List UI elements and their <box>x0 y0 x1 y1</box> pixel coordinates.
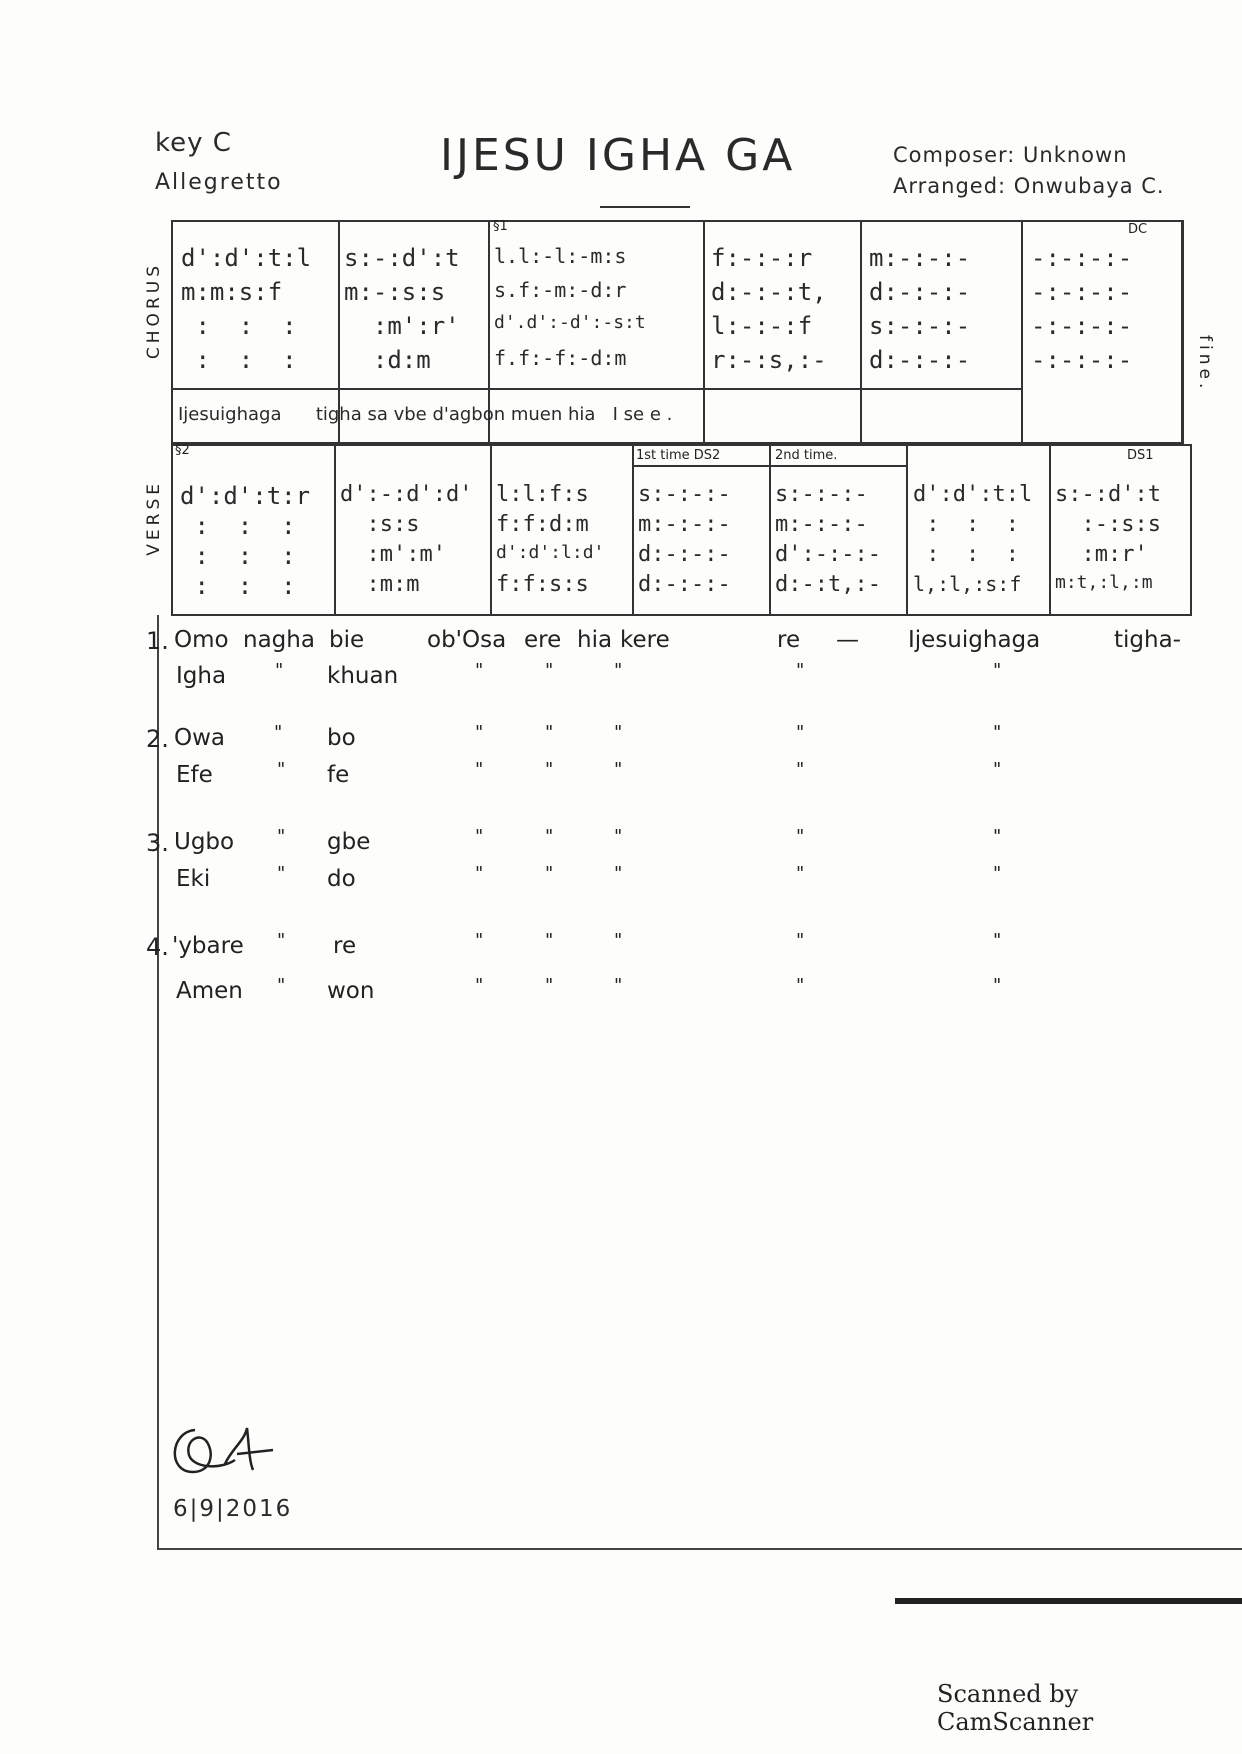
tenor-notes: d'.d':-d':-s:t <box>494 312 646 333</box>
ditto-mark: " <box>796 863 805 884</box>
soprano-notes: -:-:-:- <box>1031 244 1133 272</box>
ditto-mark: " <box>614 722 623 743</box>
ditto-mark: " <box>545 759 554 780</box>
ditto-mark: " <box>545 863 554 884</box>
bass-notes: f.f:-f:-d:m <box>494 346 627 370</box>
soprano-notes: d':d':t:r <box>180 482 311 510</box>
segno-mark: §1 <box>493 219 508 234</box>
ditto-mark: " <box>274 722 283 743</box>
alto-notes: : : : <box>913 512 1019 537</box>
verse-number: 3. <box>146 829 169 857</box>
tenor-notes: : : : <box>913 542 1019 567</box>
tenor-notes: -:-:-:- <box>1031 312 1133 340</box>
tenor-notes: : : : <box>180 542 296 570</box>
soprano-notes: s:-:-:- <box>638 482 731 507</box>
bass-notes: :m:m <box>340 572 420 597</box>
ditto-mark: " <box>475 826 484 847</box>
lyric-word: Igha <box>176 663 227 689</box>
ditto-mark: " <box>545 722 554 743</box>
soprano-notes: s:-:d':t <box>1055 482 1161 507</box>
first-ending-mark: 1st time DS2 <box>636 448 721 463</box>
ditto-mark: " <box>275 660 284 681</box>
lyric-word: kere <box>620 627 670 653</box>
staff-divider <box>171 388 1021 390</box>
bar-line <box>703 220 705 444</box>
tempo-marking: Allegretto <box>155 170 283 195</box>
soprano-notes: s:-:d':t <box>344 244 460 272</box>
bottom-rule <box>157 1548 1242 1550</box>
ditto-mark: " <box>796 660 805 681</box>
tenor-notes: d:-:-:- <box>638 542 731 567</box>
title-underline <box>600 206 690 208</box>
lyric-word: gbe <box>327 829 371 855</box>
lyric-word: re <box>333 933 357 959</box>
bass-notes: : : : <box>180 572 296 600</box>
tenor-notes: d':-:-:- <box>775 542 881 567</box>
alto-notes: :-:s:s <box>1055 512 1161 537</box>
lyric-word: bo <box>327 725 356 751</box>
fine-label: fine. <box>1195 335 1215 393</box>
ditto-mark: " <box>796 975 805 996</box>
soprano-notes: m:-:-:- <box>869 244 971 272</box>
verse-number: 2. <box>146 725 169 753</box>
lyric-word: ob'Osa <box>427 627 507 653</box>
bar-line <box>769 444 771 616</box>
alto-notes: :s:s <box>340 512 420 537</box>
lyric-word: hia <box>577 627 613 653</box>
ditto-mark: " <box>796 759 805 780</box>
ditto-mark: " <box>796 722 805 743</box>
bass-notes: m:t,:l,:m <box>1055 572 1153 593</box>
ditto-mark: " <box>545 930 554 951</box>
ditto-mark: " <box>614 759 623 780</box>
arranger-credit: Arranged: Onwubaya C. <box>893 174 1165 198</box>
bass-notes: : : : <box>181 346 297 374</box>
ditto-mark: " <box>545 975 554 996</box>
tenor-notes: l:-:-:f <box>711 312 813 340</box>
lyric-word: tigha- <box>1114 627 1181 653</box>
ditto-mark: " <box>475 759 484 780</box>
dal-segno-mark: DS1 <box>1127 448 1154 463</box>
ditto-mark: " <box>993 863 1002 884</box>
ditto-mark: " <box>796 826 805 847</box>
lyric-word: bie <box>329 627 365 653</box>
bass-notes: d:-:t,:- <box>775 572 881 597</box>
lyric-word: re <box>777 627 801 653</box>
bar-line <box>1182 220 1184 444</box>
soprano-notes: d':d':t:l <box>913 482 1033 507</box>
lyric-dash: — <box>836 627 859 653</box>
lyric-word: Amen <box>176 978 243 1004</box>
bar-line <box>860 220 862 444</box>
tenor-notes: : : : <box>181 312 297 340</box>
lyric-word: fe <box>327 762 350 788</box>
bass-notes: r:-:s,:- <box>711 346 827 374</box>
volta-bracket <box>632 465 906 467</box>
bass-notes: d:-:-:- <box>638 572 731 597</box>
margin-line <box>157 615 159 1550</box>
bass-notes: f:f:s:s <box>496 572 589 597</box>
bar-line <box>1049 444 1051 616</box>
alto-notes: m:-:-:- <box>775 512 868 537</box>
alto-notes: d:-:-:t, <box>711 278 827 306</box>
lyric-word: ere <box>524 627 562 653</box>
ditto-mark: " <box>475 930 484 951</box>
ditto-mark: " <box>475 975 484 996</box>
ditto-mark: " <box>614 863 623 884</box>
soprano-notes: l:l:f:s <box>496 482 589 507</box>
lyric-word: Omo <box>174 627 229 653</box>
verse-number: 4. <box>146 933 169 961</box>
lyric-word: Ijesuighaga <box>908 627 1041 653</box>
key-signature: key C <box>155 128 232 158</box>
ditto-mark: " <box>277 863 286 884</box>
lyric-word: Eki <box>176 866 211 892</box>
da-capo-mark: DC <box>1128 222 1148 237</box>
segno-mark: §2 <box>175 443 190 458</box>
ditto-mark: " <box>993 826 1002 847</box>
ditto-mark: " <box>614 975 623 996</box>
tenor-notes: :m':r' <box>344 312 460 340</box>
alto-notes: d:-:-:- <box>869 278 971 306</box>
ditto-mark: " <box>277 975 286 996</box>
composer-credit: Composer: Unknown <box>893 143 1128 167</box>
ditto-mark: " <box>993 722 1002 743</box>
bar-line <box>1021 220 1023 444</box>
ditto-mark: " <box>545 826 554 847</box>
ditto-mark: " <box>277 826 286 847</box>
second-ending-mark: 2nd time. <box>775 448 838 463</box>
lyric-word: Efe <box>176 762 213 788</box>
ditto-mark: " <box>993 975 1002 996</box>
soprano-notes: s:-:-:- <box>775 482 868 507</box>
lyric-word: Owa <box>174 725 226 751</box>
soprano-notes: d':-:d':d' <box>340 482 473 507</box>
lyric-word: nagha <box>243 627 315 653</box>
ditto-mark: " <box>475 722 484 743</box>
alto-notes: m:m:s:f <box>181 278 283 306</box>
soprano-notes: d':d':t:l <box>181 244 312 272</box>
bar-line <box>490 444 492 616</box>
bass-notes: l,:l,:s:f <box>913 572 1022 596</box>
chorus-lyric: Ijesuighaga tigha sa vbe d'agbon muen hia I se e . <box>178 404 673 425</box>
verse-label: VERSE <box>144 480 164 556</box>
handwritten-signature <box>165 1420 295 1485</box>
scanner-watermark: Scanned by CamScanner <box>937 1680 1094 1736</box>
chorus-label: CHORUS <box>144 262 164 360</box>
ditto-mark: " <box>475 863 484 884</box>
ditto-mark: " <box>614 660 623 681</box>
alto-notes: f:f:d:m <box>496 512 589 537</box>
ditto-mark: " <box>993 660 1002 681</box>
song-title: IJESU IGHA GA <box>440 130 796 181</box>
lyric-word: khuan <box>327 663 399 689</box>
tenor-notes: :m:r' <box>1055 542 1148 567</box>
ditto-mark: " <box>614 930 623 951</box>
ditto-mark: " <box>475 660 484 681</box>
verse-number: 1. <box>146 627 169 655</box>
scan-edge <box>895 1598 1242 1604</box>
ditto-mark: " <box>993 759 1002 780</box>
soprano-notes: l.l:-l:-m:s <box>494 244 627 268</box>
bass-notes: d:-:-:- <box>869 346 971 374</box>
ditto-mark: " <box>993 930 1002 951</box>
bar-line <box>906 444 908 616</box>
lyric-word: do <box>327 866 356 892</box>
lyric-word: won <box>327 978 375 1004</box>
alto-notes: m:-:s:s <box>344 278 446 306</box>
bar-line <box>632 444 634 616</box>
bar-line <box>334 444 336 616</box>
tenor-notes: :m':m' <box>340 542 446 567</box>
ditto-mark: " <box>277 930 286 951</box>
ditto-mark: " <box>614 826 623 847</box>
tenor-notes: s:-:-:- <box>869 312 971 340</box>
bass-notes: :d:m <box>344 346 431 374</box>
tenor-notes: d':d':l:d' <box>496 542 605 563</box>
date: 6|9|2016 <box>173 1496 293 1522</box>
alto-notes: : : : <box>180 512 296 540</box>
ditto-mark: " <box>796 930 805 951</box>
bass-notes: -:-:-:- <box>1031 346 1133 374</box>
soprano-notes: f:-:-:r <box>711 244 813 272</box>
ditto-mark: " <box>545 660 554 681</box>
lyric-word: 'ybare <box>172 933 244 959</box>
alto-notes: m:-:-:- <box>638 512 731 537</box>
lyric-word: Ugbo <box>174 829 235 855</box>
alto-notes: s.f:-m:-d:r <box>494 278 627 302</box>
ditto-mark: " <box>277 759 286 780</box>
alto-notes: -:-:-:- <box>1031 278 1133 306</box>
